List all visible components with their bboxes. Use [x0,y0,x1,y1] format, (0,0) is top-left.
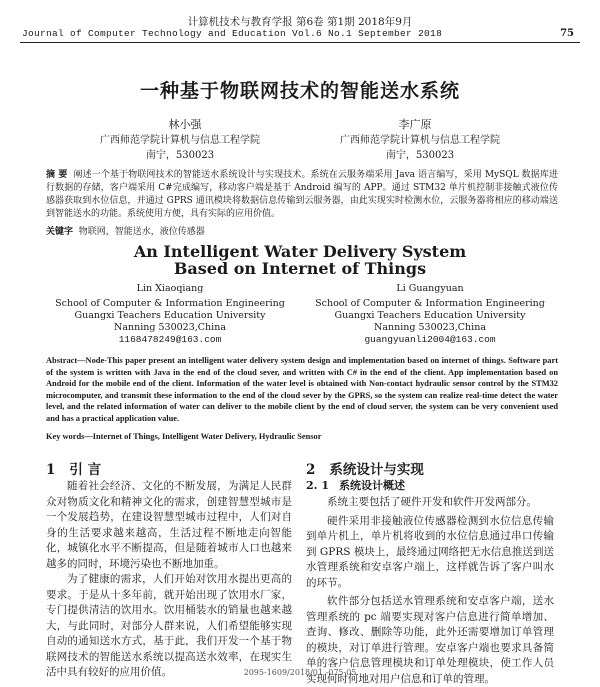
subsection-2-1-number: 2. 1 [306,479,329,492]
keywords-en-label: Key words [46,432,85,441]
keywords-cn-text: 物联网，智能送水，液位传感器 [78,227,205,237]
author-2-name-en: Li Guangyuan [396,283,464,294]
abstract-en-text: —Node-This paper present an intelligent water delivery system design and implementation based on internet of things. Software part of the system is written with Java in the end of the cloud sever, and written with C# in the end of the client. App implementation based on Android for the mobile end of the client. Information of the water level is obtained with Non-contact hydraulic sensor control by the STM32 microcomputer, and transmit these information to the end of the cloud sever by the GPRS, so the system can realize real-time detect the water level, and the related information of water can deliver to the mobile client by the end of cloud server, the system can be very convenient used and has a practical application value. [46,356,558,423]
author-2-univ-en: Guangxi Teachers Education University [334,310,526,321]
keywords-cn [46,224,558,237]
author-2-city-en: Nanning 530023,China [374,322,486,333]
abstract-en [46,355,558,424]
author-1-city-en: Nanning 530023,China [114,322,226,333]
section-2-heading [306,458,424,478]
section-1-number: 1 [46,462,56,478]
subsection-2-1-title: 系统设计概述 [338,479,405,492]
author-1-email: 1168478249@163.com [118,334,222,345]
keywords-cn-label: 关键字 [46,227,74,237]
paper-title-en-line2: Based on Internet of Things [173,259,427,278]
section-2-title: 系统设计与实现 [329,462,424,478]
journal-header-en: Journal of Computer Technology and Education Vol.6 No.1 September 2018 [22,28,443,39]
section-1-heading [46,458,101,478]
subsection-2-1-heading [306,477,405,493]
page-footer: 2095-1609/2018/01 -075-05 [243,668,357,677]
author-2-affil-cn [295,133,545,163]
author-1-univ-en: Guangxi Teachers Education University [74,310,266,321]
author-2-name-cn: 李广原 [398,118,432,131]
author-2-email: guangyuanli2004@163.com [364,334,496,345]
keywords-en [46,432,558,441]
paper-title-en-line1: An Intelligent Water Delivery System [133,242,467,261]
author-2-affil-cn-line: 广西师范学院计算机与信息工程学院 [340,135,500,146]
author-2-affil-en [300,298,560,346]
author-1-affil-en [40,298,300,346]
author-1-school-en: School of Computer & Information Engineering [55,298,285,309]
section-2-paragraph-1: 系统主要包括了硬件开发和软件开发两部分。 [327,496,537,508]
abstract-cn [46,169,558,221]
section-1-paragraph-2: 为了健康的需求，人们开始对饮用水提出更高的要求。于是从十多年前，就开始出现了饮用水厂家，专门提供清洁的饮用水。饮用桶装水的销量也越来越大，与此同时，对部分人群来说，人们希望能够实现自动的通知送水方式，基于此，我们开发一个基于物联网技术的智能送水系统以提高送水效率，在现实生活中具有较好的应用价值。 [46,573,292,678]
journal-header-cn: 计算机技术与教育学报 第6卷 第1期 2018年9月 [187,16,413,28]
section-1-title: 引 言 [69,462,102,478]
page-number: 75 [560,28,574,39]
section-2-number: 2 [306,462,316,478]
keywords-en-text: —Internet of Things, Intelligent Water Delivery, Hydraulic Sensor [84,432,322,441]
author-2-city-cn: 南宁，530023 [385,150,455,161]
abstract-cn-label: 摘 要 [46,170,68,180]
author-1-affil-cn [55,133,305,163]
section-2-paragraph-2: 硬件采用非接触液位传感器检测到水位信息传输到单片机上，单片机将收到的水位信息通过串口传输到 GPRS 模块上，最终通过网络把无水信息推送到送水管理系统和安卓客户端上，这样就告诉了客户叫水的环节。 [306,514,554,589]
author-1-affil-cn-line: 广西师范学院计算机与信息工程学院 [100,135,260,146]
author-1-city-cn: 南宁，530023 [145,150,215,161]
paper-title-en [0,243,600,277]
section-2-paragraph-3: 软件部分包括送水管理系统和安卓客户端，送水管理系统的 pc 端要实现对客户信息进行简单增加、查询、修改、删除等功能，此外还需要增加订单管理的模块，对订单进行管理。安卓客户端也要求具备简单的客户信息管理模块和订单处理模块，使工作人员实现何时何地对用户信息和订单的管理。 [306,595,554,685]
abstract-en-label: Abstract [46,356,78,365]
paper-title-cn: 一种基于物联网技术的智能送水系统 [139,80,460,102]
section-1-body [46,479,292,681]
header-rule [20,42,580,43]
author-1-name-en: Lin Xiaoqiang [136,283,204,294]
author-1-name-cn: 林小强 [168,118,202,131]
author-2-school-en: School of Computer & Information Engineering [315,298,545,309]
abstract-cn-text: 阐述一个基于物联网技术的智能送水系统设计与实现技术。系统在云服务端采用 Java 语言编写，采用 MySQL 数据库进行数据的存储，客户端采用 C#完成编写，移动客户端是基于 Android 编写的 APP。通过 STM32 单片机控制非接触式液位传感器获取到水位信息，并通过 GPRS 通讯模块将数据信息传输到云服务器，由此实现实时检测水位，云服务器将相应的移动端送到智能送水的功能。系统使用方便，具有实际的应用价值。 [46,170,558,219]
section-1-paragraph-1: 随着社会经济、文化的不断发展，为满足人民群众对物质文化和精神文化的需求，创建智慧型城市是一个发展趋势，在建设智慧型城市过程中，人们对自身的生活要求越来越高，生活过程不断地走向智能化，城镇化水平不断提高，但是随着城市人口也越来越多的同时，环境污染也不断地加重。 [46,480,292,570]
section-2-body [306,495,554,687]
